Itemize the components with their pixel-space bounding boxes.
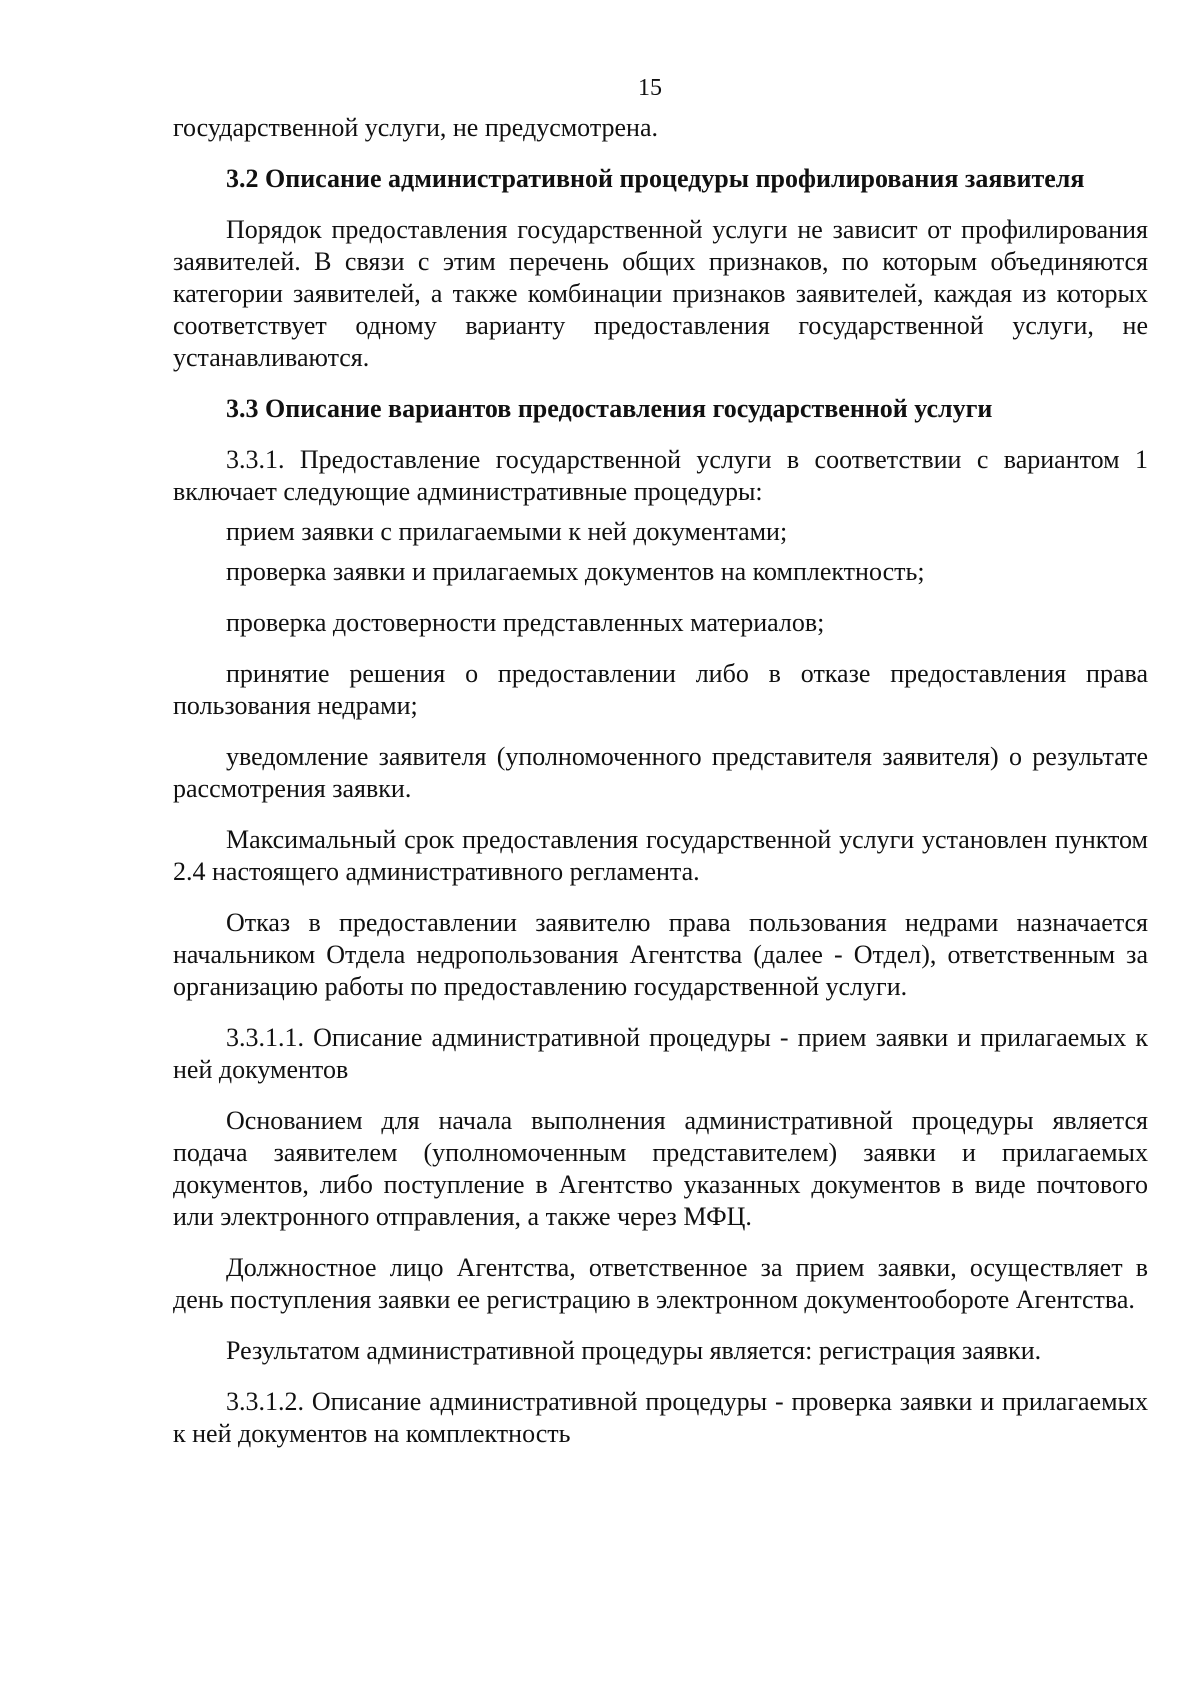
paragraph-refusal: Отказ в предоставлении заявителю права пользования недрами назначается начальником Отдела недропользования Агентства (далее - Отдел), ответственным за организацию работы по предоставлению государственной услуги. bbox=[173, 908, 1148, 1001]
paragraph-3-3-1-2: 3.3.1.2. Описание административной процедуры - проверка заявки и прилагаемых к ней документов на комплектность bbox=[173, 1387, 1148, 1448]
section-heading-3-2: 3.2 Описание административной процедуры профилирования заявителя bbox=[226, 164, 1085, 193]
paragraph-3-3-1-1: 3.3.1.1. Описание административной процедуры - прием заявки и прилагаемых к ней документов bbox=[173, 1023, 1148, 1084]
list-item-procedure: прием заявки с прилагаемыми к ней документами; bbox=[226, 517, 788, 546]
paragraph-profiling: Порядок предоставления государственной услуги не зависит от профилирования заявителей. В связи с этим перечень общих признаков, по которым объединяются категории заявителей, а также комбинации признаков заявителей, каждая из которых соответствует одному варианту предоставления государственной услуги, не устанавливаются. bbox=[173, 215, 1148, 372]
list-item-procedure: принятие решения о предоставлении либо в отказе предоставления права пользования недрами; bbox=[173, 659, 1148, 720]
document-body bbox=[173, 112, 1148, 1450]
paragraph-3-3-1: 3.3.1. Предоставление государственной услуги в соответствии с вариантом 1 включает следующие административные процедуры: bbox=[173, 445, 1148, 506]
list-item-procedure: уведомление заявителя (уполномоченного представителя заявителя) о результате рассмотрения заявки. bbox=[173, 742, 1148, 803]
section-heading-3-3: 3.3 Описание вариантов предоставления государственной услуги bbox=[226, 394, 993, 423]
paragraph-result: Результатом административной процедуры является: регистрация заявки. bbox=[226, 1336, 1042, 1365]
list-item-procedure: проверка достоверности представленных материалов; bbox=[226, 608, 825, 637]
paragraph-max-term: Максимальный срок предоставления государственной услуги установлен пунктом 2.4 настоящего административного регламента. bbox=[173, 825, 1148, 886]
paragraph-grounds: Основанием для начала выполнения административной процедуры является подача заявителем (уполномоченным представителем) заявки и прилагаемых документов, либо поступление в Агентство указанных документов в виде почтового или электронного отправления, а также через МФЦ. bbox=[173, 1106, 1148, 1231]
paragraph-official: Должностное лицо Агентства, ответственное за прием заявки, осуществляет в день поступления заявки ее регистрацию в электронном документообороте Агентства. bbox=[173, 1253, 1148, 1314]
paragraph-continued: государственной услуги, не предусмотрена. bbox=[173, 113, 659, 142]
page-number: 15 bbox=[638, 75, 662, 101]
list-item-procedure: проверка заявки и прилагаемых документов на комплектность; bbox=[226, 557, 925, 586]
